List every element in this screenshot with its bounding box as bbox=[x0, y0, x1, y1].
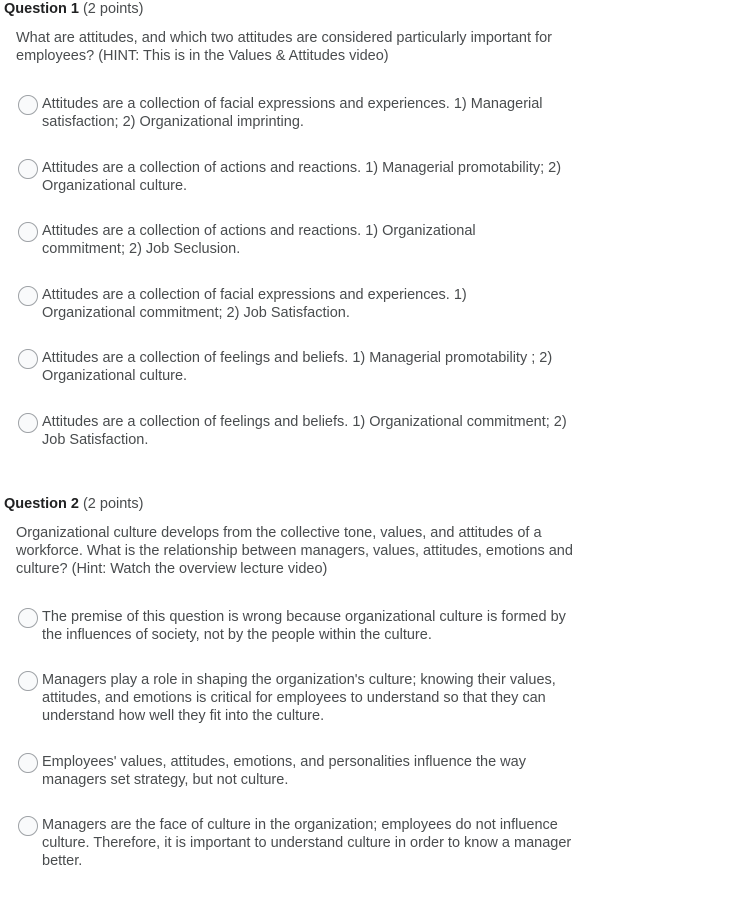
question-header bbox=[4, 1, 143, 17]
option-label: Attitudes are a collection of facial expressions and experiences. 1) Organizational commitment; 2) Job Satisfaction. bbox=[42, 287, 467, 321]
option-label: Attitudes are a collection of feelings and beliefs. 1) Managerial promotability ; 2) Organizational culture. bbox=[42, 350, 553, 384]
answer-option[interactable] bbox=[18, 286, 618, 326]
question-prompt: What are attitudes, and which two attitudes are considered particularly important for employees? (HINT: This is in the Values & Attitudes video) bbox=[16, 30, 552, 64]
question-number: Question 2 bbox=[4, 496, 79, 512]
option-label: Attitudes are a collection of feelings and beliefs. 1) Organizational commitment; 2) Job Satisfaction. bbox=[42, 414, 567, 448]
option-label: Attitudes are a collection of facial expressions and experiences. 1) Managerial satisfaction; 2) Organizational imprinting. bbox=[42, 96, 543, 130]
question-prompt: Organizational culture develops from the collective tone, values, and attitudes of a workforce. What is the relationship between managers, values, attitudes, emotions and culture? (Hint: Watch the overview lecture video) bbox=[16, 525, 573, 577]
answer-option[interactable] bbox=[18, 608, 618, 648]
radio-button[interactable] bbox=[18, 413, 38, 433]
answer-option[interactable] bbox=[18, 95, 618, 135]
question-points: (2 points) bbox=[82, 496, 144, 512]
option-label: Attitudes are a collection of actions and reactions. 1) Managerial promotability; 2) Organizational culture. bbox=[42, 160, 562, 194]
radio-button[interactable] bbox=[18, 95, 38, 115]
radio-button[interactable] bbox=[18, 816, 38, 836]
radio-button[interactable] bbox=[18, 753, 38, 773]
question-header bbox=[4, 496, 143, 512]
option-label: Managers play a role in shaping the organization's culture; knowing their values, attitudes, and emotions is critical for employees to understand so that they can understand how well they fit into the culture. bbox=[42, 672, 556, 724]
option-label: Managers are the face of culture in the organization; employees do not influence culture. Therefore, it is important to understand culture in order to know a manager better. bbox=[42, 817, 572, 869]
answer-option[interactable] bbox=[18, 816, 618, 874]
radio-button[interactable] bbox=[18, 159, 38, 179]
answer-option[interactable] bbox=[18, 159, 618, 199]
question-points: (2 points) bbox=[82, 1, 144, 17]
answer-option[interactable] bbox=[18, 753, 618, 793]
radio-button[interactable] bbox=[18, 286, 38, 306]
question-number: Question 1 bbox=[4, 1, 79, 17]
answer-option[interactable] bbox=[18, 671, 618, 729]
answer-option[interactable] bbox=[18, 349, 618, 389]
radio-button[interactable] bbox=[18, 349, 38, 369]
answer-option[interactable] bbox=[18, 413, 618, 453]
radio-button[interactable] bbox=[18, 671, 38, 691]
radio-button[interactable] bbox=[18, 608, 38, 628]
radio-button[interactable] bbox=[18, 222, 38, 242]
option-label: Employees' values, attitudes, emotions, and personalities influence the way managers set strategy, but not culture. bbox=[42, 754, 526, 788]
option-label: Attitudes are a collection of actions and reactions. 1) Organizational commitment; 2) Job Seclusion. bbox=[42, 223, 476, 257]
answer-option[interactable] bbox=[18, 222, 618, 262]
option-label: The premise of this question is wrong because organizational culture is formed by the influences of society, not by the people within the culture. bbox=[42, 609, 566, 643]
